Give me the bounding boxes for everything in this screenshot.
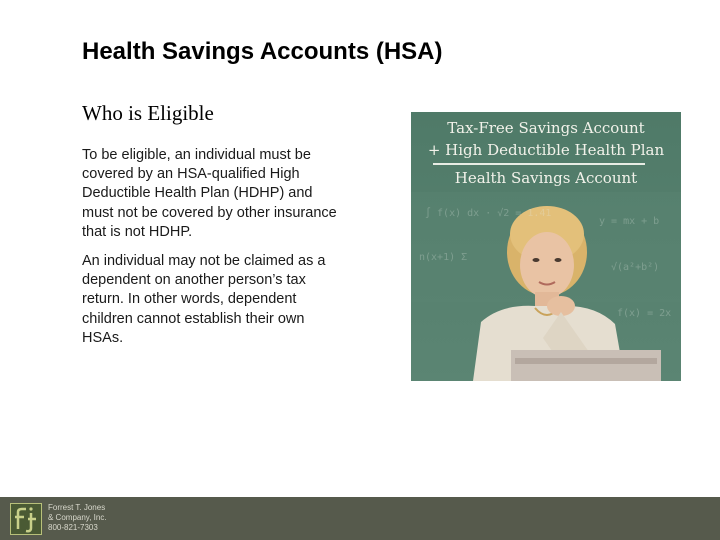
body-text xyxy=(82,146,340,358)
chalk-scribble: y = mx + b xyxy=(599,216,660,227)
dependent-paragraph: An individual may not be claimed as a dependent on another person’s tax return. In other words, dependent children cannot establish their own HSAs. xyxy=(82,253,326,346)
chalk-scribble: n(x+1) Σ xyxy=(419,252,468,263)
slide-title: Health Savings Accounts (HSA) xyxy=(82,38,443,65)
company-name: Forrest T. Jones xyxy=(48,503,106,512)
chalk-scribble: ∫ f(x) dx · √2 = 1.41 xyxy=(425,208,552,219)
chalkboard-photo xyxy=(411,112,681,381)
fj-monogram-icon xyxy=(10,503,42,535)
footer-bar xyxy=(0,497,720,540)
chalk-scribble: √(a²+b²) xyxy=(611,262,660,273)
eligibility-paragraph: To be eligible, an individual must be covered by an HSA-qualified High Deductible Health Plan (HDHP) and must not be covered by other insurance that is not HDHP. xyxy=(82,147,337,240)
chalk-caption-2: + High Deductible Health Plan xyxy=(427,141,665,159)
chalk-caption-3: Health Savings Account xyxy=(454,169,638,187)
company-phone: 800-821-7303 xyxy=(48,523,98,532)
chalk-caption-1: Tax-Free Savings Account xyxy=(447,119,645,137)
section-heading: Who is Eligible xyxy=(82,101,214,125)
company-info xyxy=(48,503,107,533)
chalk-scribble: f(x) = 2x xyxy=(617,308,672,319)
chalk-underline xyxy=(433,163,645,165)
company-suffix: & Company, Inc. xyxy=(48,513,107,522)
